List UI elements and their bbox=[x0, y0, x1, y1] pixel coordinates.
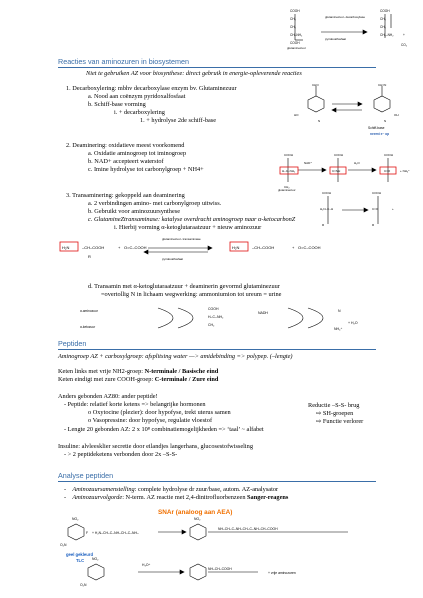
insuline-a: - > 2 peptideketens verbonden door 2x –S-S- bbox=[64, 451, 178, 458]
c-terminal-line bbox=[58, 376, 218, 384]
svg-text:CH₂: CH₂ bbox=[380, 17, 386, 21]
svg-text:+: + bbox=[403, 33, 405, 37]
svg-text:CH₂–NH₂: CH₂–NH₂ bbox=[380, 33, 394, 37]
svg-text:N: N bbox=[384, 119, 387, 123]
svg-text:+ H₂N–CH–C–NH–CH–C–NH–: + H₂N–CH–C–NH–CH–C–NH– bbox=[92, 531, 139, 535]
svg-text:NAD⁺: NAD⁺ bbox=[304, 161, 312, 165]
trans-title: 3. Transaminering: gekoppeld aan deaminering bbox=[66, 192, 185, 199]
svg-text:CH₂: CH₂ bbox=[380, 25, 386, 29]
neemt-op-label: neemt e⁻ op bbox=[370, 132, 390, 136]
svg-text:+ H₂O: + H₂O bbox=[348, 321, 358, 325]
svg-text:N: N bbox=[338, 309, 341, 313]
peptide-l1: - Peptide: relatief korte ketens => belangrijke hormonen bbox=[64, 401, 206, 408]
glutaminezuur-label: glutaminezuur bbox=[287, 46, 306, 50]
side-note-2: ⇨ SH-groepen bbox=[316, 410, 354, 417]
svg-text:COOH: COOH bbox=[380, 9, 390, 13]
deam-c: c. Imine hydrolyse tot carbonylgroep + NH4+ bbox=[88, 166, 204, 173]
sanger-figure bbox=[58, 504, 398, 594]
svg-text:H₂N: H₂N bbox=[62, 245, 70, 250]
decarboxylation-figure bbox=[285, 6, 415, 50]
deam-b: b. NAD+ accepteert waterstof bbox=[88, 158, 164, 165]
alpha-aminozuur-label: α-aminozuur bbox=[80, 309, 98, 313]
svg-text:NO₂: NO₂ bbox=[92, 557, 99, 561]
geel-label: geel gekleurd bbox=[66, 552, 93, 557]
n-terminal-bold: N-terminale / Basische eind bbox=[144, 368, 219, 375]
pyridoxal-label: pyridoxalfosfaat bbox=[325, 37, 347, 41]
svg-text:COOH: COOH bbox=[208, 307, 219, 311]
pyridoxal-label-2: pyridoxalfosfaat bbox=[162, 257, 184, 261]
svg-text:–CH–COOH: –CH–COOH bbox=[252, 245, 275, 250]
section-rule bbox=[58, 67, 376, 68]
svg-text:C=O: C=O bbox=[372, 207, 379, 211]
section-rule-3 bbox=[58, 481, 376, 482]
svg-text:+: + bbox=[118, 245, 121, 250]
analyse-a1-rest: : complete hydrolyse dr zuur/base, autom. AZ-analysator bbox=[134, 486, 279, 493]
svg-text:NO₂: NO₂ bbox=[72, 517, 79, 521]
svg-text:O₂N: O₂N bbox=[80, 583, 87, 587]
svg-text:NH₄⁺: NH₄⁺ bbox=[334, 327, 343, 331]
deam-a: a. Oxidatie aminogroep tot iminogroep bbox=[88, 150, 187, 157]
analyse-a2-rest: : N-term. AZ reactie met 2,4-dinitrofluorbenzeen bbox=[122, 494, 248, 501]
intro-text: Niet te gebruiken AZ voor biosynthese: direct gebruik in energie-opleverende reacties bbox=[86, 70, 302, 77]
svg-text:NADH: NADH bbox=[258, 311, 268, 315]
decarb-title: 1. Decarboxylering: mbhv decarboxylase enzym bv. Glutaminezuur bbox=[66, 85, 237, 92]
svg-text:H₂N: H₂N bbox=[232, 245, 240, 250]
svg-text:COOH: COOH bbox=[290, 41, 300, 45]
svg-text:C=NH: C=NH bbox=[332, 169, 341, 173]
analyse-a2: - Aminozuurvolgorde: N-term. AZ reactie met 2,4-dinitrofluorbenzeen Sanger-reagens bbox=[64, 494, 289, 501]
svg-text:F: F bbox=[86, 531, 89, 535]
insuline-line: Insuline: alvleesklier secretie door eilandjes langerhans, glucosestofwisseling bbox=[58, 443, 253, 450]
side-note-3: ⇨ Functie verlorer bbox=[316, 418, 364, 425]
svg-text:+: + bbox=[392, 207, 394, 211]
c-terminal-pre: Keten eindigt met zure COOH-groep: bbox=[58, 376, 155, 383]
svg-text:R: R bbox=[88, 254, 91, 259]
svg-text:NH–CH–COOH: NH–CH–COOH bbox=[208, 567, 232, 571]
decarboxylase-label: glutaminezuur- decarboxylase bbox=[325, 15, 366, 19]
svg-text:CHO: CHO bbox=[312, 83, 319, 87]
c-terminal-bold: C-terminale / Zure eind bbox=[154, 376, 219, 383]
svg-text:O=C–COOH: O=C–COOH bbox=[124, 245, 147, 250]
svg-text:CO₂: CO₂ bbox=[401, 43, 408, 47]
deamination-figure bbox=[278, 150, 418, 192]
svg-text:COOH: COOH bbox=[372, 191, 381, 195]
svg-text:O=C–COOH: O=C–COOH bbox=[298, 245, 321, 250]
decarb-a: a. Nood aan coënzym pyridoxalfosfaat bbox=[88, 93, 186, 100]
svg-text:–CH–COOH: –CH–COOH bbox=[82, 245, 105, 250]
transaminase-label: glutaminezuur- transaminase bbox=[162, 237, 201, 241]
peptide-l2: - Lengte 20 gebonden AZ: 2 x 10⁸ combinatiemogelijkheden => ‘taal’ ~ alfabet bbox=[64, 426, 264, 433]
svg-text:NH–CH–C–NH–CH–C–NH–CH–COOH: NH–CH–C–NH–CH–C–NH–CH–COOH bbox=[218, 527, 278, 531]
svg-text:H₂O: H₂O bbox=[354, 161, 360, 165]
svg-text:CH₂: CH₂ bbox=[290, 17, 296, 21]
decarb-b: b. Schiff-base vorming bbox=[88, 101, 146, 108]
svg-text:N: N bbox=[318, 119, 321, 123]
analyse-a2-italic: Aminozuurvolgorde bbox=[72, 494, 123, 501]
peptide-l1a: o Oxytocine (plezier): door hypofyse, trekt uterus samen bbox=[88, 409, 231, 416]
analyse-a1: - Aminozuursamenstelling: complete hydrolyse dr zuur/base, autom. AZ-analysator bbox=[64, 486, 279, 493]
svg-text:R: R bbox=[372, 223, 375, 227]
svg-text:+ NH₄⁺: + NH₄⁺ bbox=[400, 169, 410, 173]
svg-text:H–C–NH₂: H–C–NH₂ bbox=[282, 169, 296, 173]
section-heading-peptiden: Peptiden bbox=[58, 339, 87, 348]
decarb-i: i. + decarboxylering bbox=[114, 109, 165, 116]
svg-text:COOH: COOH bbox=[284, 153, 293, 157]
trans-b: b. Gebruikt voor aminozuursynthese bbox=[88, 208, 180, 215]
tlc-label: TLC bbox=[76, 558, 85, 563]
schiff-base-figure bbox=[288, 82, 418, 138]
svg-text:CH₂: CH₂ bbox=[208, 323, 215, 327]
svg-text:H₃O⁺: H₃O⁺ bbox=[142, 563, 151, 567]
section-heading-analyse: Analyse peptiden bbox=[58, 471, 114, 480]
trans-c: c. GlutamineZtransaminase: katalyse overdracht aminogroep naar α-ketocarbonZ bbox=[88, 216, 296, 223]
schiff-base-label: Schiff-base bbox=[368, 126, 385, 130]
svg-text:COOH: COOH bbox=[290, 9, 300, 13]
svg-text:CH–NH₂: CH–NH₂ bbox=[290, 33, 303, 37]
peptide-intro: Aminogroep AZ + carboxylgroep: afsplitsing water —> amidebinding => polypep. (–lengte) bbox=[58, 353, 293, 360]
svg-text:+: + bbox=[292, 245, 295, 250]
svg-text:NO₂: NO₂ bbox=[194, 517, 201, 521]
transamination-figure bbox=[58, 234, 358, 262]
glutaminezuur-label-2: glutaminezuur bbox=[278, 188, 296, 192]
decarb-i1: 1. + hydrolyse 2de schiff-base bbox=[140, 117, 217, 124]
svg-text:CH₂: CH₂ bbox=[284, 185, 290, 189]
peptide-l1b: o Vasopressine: door hypofyse, regulatie vloestof bbox=[88, 417, 213, 424]
transamination-figure-right bbox=[318, 190, 418, 230]
svg-text:OH: OH bbox=[394, 113, 399, 117]
vrije-label: + vrije aminozuren bbox=[268, 571, 296, 575]
section-rule-2 bbox=[58, 349, 376, 350]
anders-gebonden: Anders gebonden AZ80: ander peptide! bbox=[58, 393, 158, 400]
svg-text:H–C–NH₂: H–C–NH₂ bbox=[208, 315, 224, 319]
svg-text:HO: HO bbox=[294, 113, 299, 117]
svg-text:CH₂: CH₂ bbox=[290, 25, 296, 29]
svg-text:C=O: C=O bbox=[384, 169, 391, 173]
svg-text:H₂N–C–H: H₂N–C–H bbox=[320, 207, 334, 211]
n-terminal-pre: Keten links met vrije NH2-groep: bbox=[58, 368, 145, 375]
n-terminal-line bbox=[58, 368, 218, 376]
svg-text:COOH: COOH bbox=[384, 153, 393, 157]
trans-d2: =overtollig N in lichaam wegwerking: ammoniumion tot ureum = urine bbox=[101, 291, 282, 298]
svg-text:CH=N: CH=N bbox=[378, 83, 387, 87]
trans-a: a. 2 verbindingen amino- met carbonylgroep uitwiss. bbox=[88, 200, 222, 207]
alpha-ketozuur-label: α-ketozuur bbox=[80, 325, 96, 329]
svg-text:COOH: COOH bbox=[322, 191, 331, 195]
svg-text:COOH: COOH bbox=[334, 153, 343, 157]
analyse-a2-bold: Sanger-reagens bbox=[247, 494, 289, 501]
svg-text:O₂N: O₂N bbox=[60, 543, 67, 547]
trans-d1: d. Transamin met α-ketoglutaraatzuur + deaminerin gevormd glutaminezuur bbox=[88, 283, 280, 290]
svg-text:R: R bbox=[322, 223, 325, 227]
deam-title: 2. Deaminering: oxidatieve meest voorkomend bbox=[66, 142, 185, 149]
trans-ci: i. Hierbij vorming α-ketoglutaraatzuur + nieuw aminozuur bbox=[114, 224, 262, 231]
analyse-a1-italic: Aminozuursamenstelling bbox=[72, 486, 135, 493]
coupled-cycle-figure bbox=[58, 300, 388, 336]
side-note-1: Reductie –S-S- brug bbox=[308, 402, 360, 409]
section-heading-reacties: Reacties van aminozuren in biosystemen bbox=[58, 57, 190, 66]
snar-label: SNAr (analoog aan AEA) bbox=[158, 509, 233, 516]
